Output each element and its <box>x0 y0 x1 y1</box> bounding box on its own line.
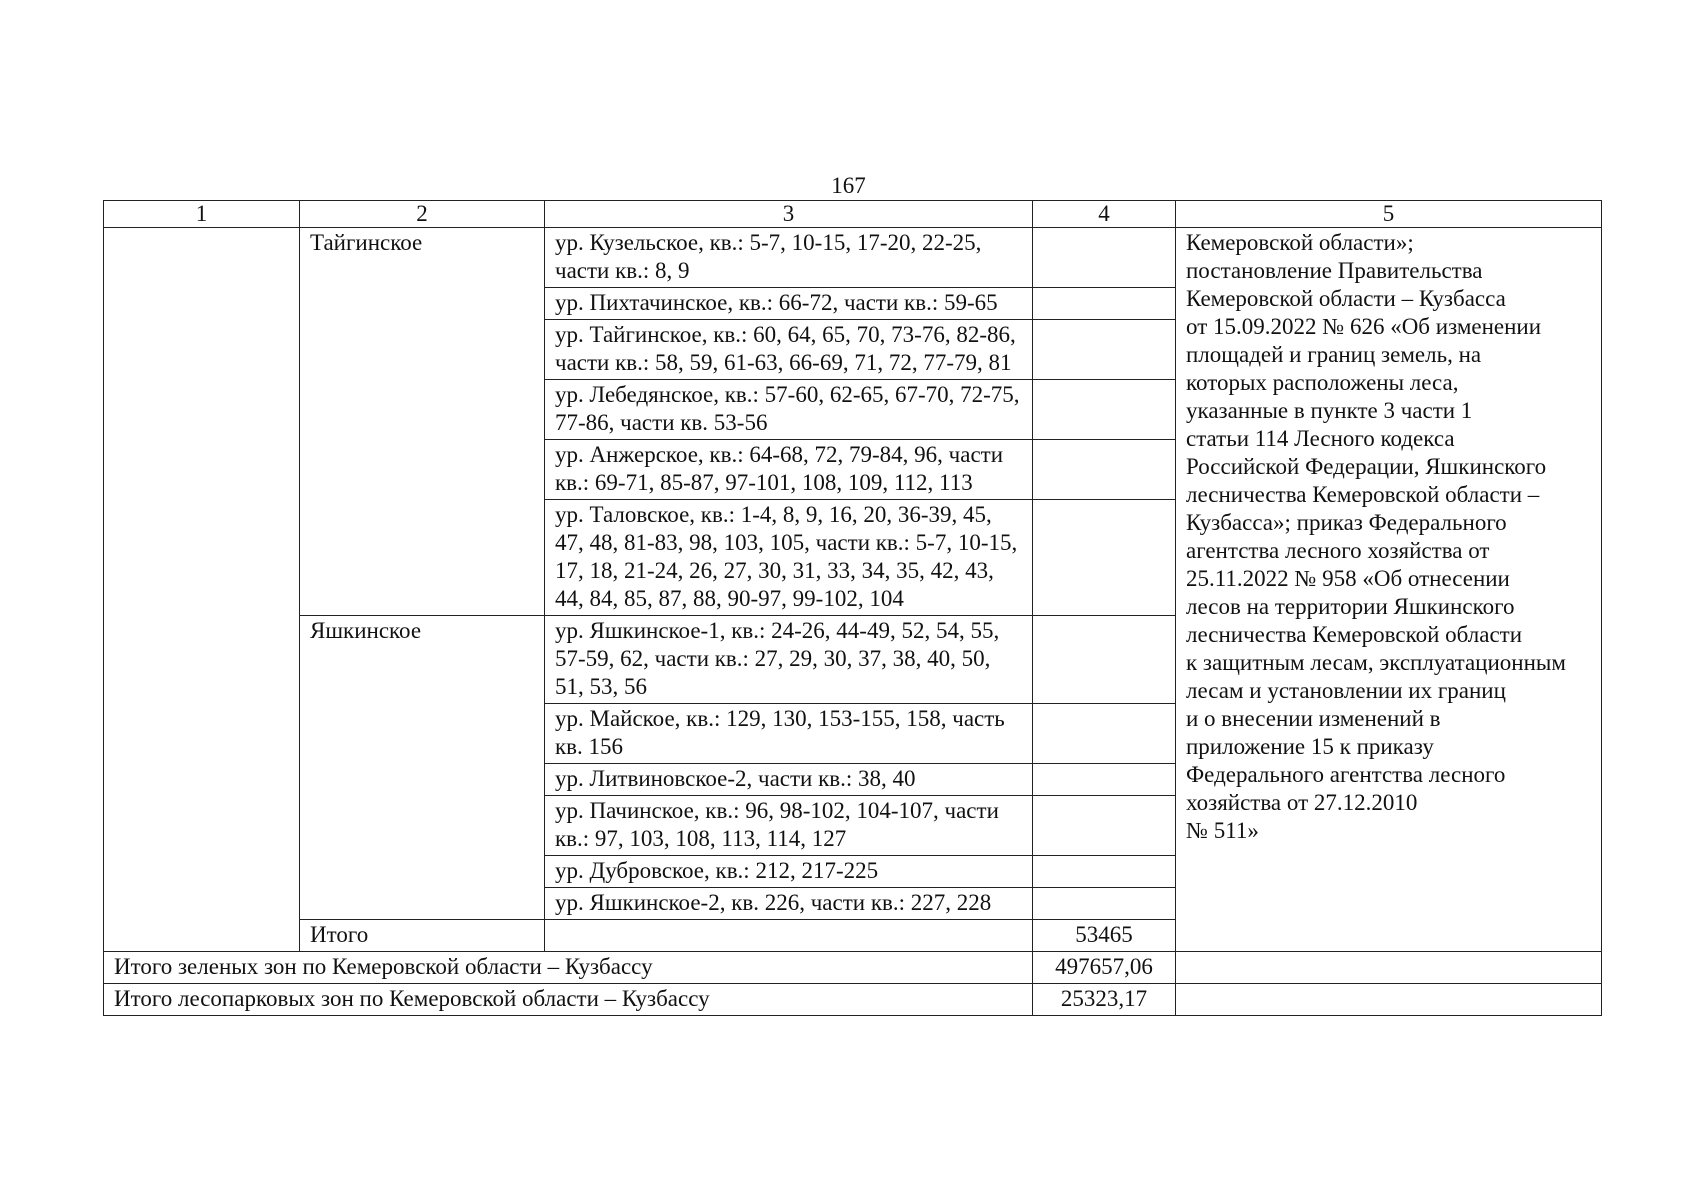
tract-description: ур. Пачинское, кв.: 96, 98-102, 104-107, части кв.: 97, 103, 108, 113, 114, 127 <box>545 796 1033 856</box>
area-cell <box>1033 228 1176 288</box>
column-number-4: 4 <box>1033 201 1176 228</box>
tract-description: ур. Пихтачинское, кв.: 66-72, части кв.: 59-65 <box>545 288 1033 320</box>
note-line: которых расположены леса, <box>1186 370 1459 395</box>
total-forest-park-zones-notes <box>1176 984 1602 1016</box>
itogo-value: 53465 <box>1033 920 1176 952</box>
note-line: хозяйства от 27.12.2010 <box>1186 790 1418 815</box>
total-green-zones-label: Итого зеленых зон по Кемеровской области – Кузбассу <box>104 952 1033 984</box>
total-forest-park-zones-row <box>104 984 1602 1016</box>
total-forest-park-zones-label: Итого лесопарковых зон по Кемеровской области – Кузбассу <box>104 984 1033 1016</box>
note-line: Кузбасса»; приказ Федерального <box>1186 510 1507 535</box>
note-line: площадей и границ земель, на <box>1186 342 1482 367</box>
note-line: постановление Правительства <box>1186 258 1483 283</box>
area-cell <box>1033 888 1176 920</box>
total-green-zones-notes <box>1176 952 1602 984</box>
tract-description: ур. Яшкинское-1, кв.: 24-26, 44-49, 52, 54, 55, 57-59, 62, части кв.: 27, 29, 30, 37, 38, 40, 50, 51, 53, 56 <box>545 616 1033 704</box>
tract-description: ур. Кузельское, кв.: 5-7, 10-15, 17-20, 22-25, части кв.: 8, 9 <box>545 228 1033 288</box>
note-line: статьи 114 Лесного кодекса <box>1186 426 1455 451</box>
column-number-1: 1 <box>104 201 300 228</box>
note-line: от 15.09.2022 № 626 «Об изменении <box>1186 314 1542 339</box>
tract-description: ур. Таловское, кв.: 1-4, 8, 9, 16, 20, 36-39, 45, 47, 48, 81-83, 98, 103, 105, части кв.: 5-7, 10-15, 17, 18, 21-24, 26, 27, 30, 31, 33, 34, 35, 42, 43, 44, 84, 85, 87, 88, 90-97, 99-102, 104 <box>545 500 1033 616</box>
legal-basis-notes <box>1176 228 1602 952</box>
area-cell <box>1033 320 1176 380</box>
tract-description: ур. Литвиновское-2, части кв.: 38, 40 <box>545 764 1033 796</box>
total-green-zones-value: 497657,06 <box>1033 952 1176 984</box>
itogo-empty-cell <box>545 920 1033 952</box>
note-line: 25.11.2022 № 958 «Об отнесении <box>1186 566 1510 591</box>
note-line: Кемеровской области – Кузбасса <box>1186 286 1506 311</box>
area-cell <box>1033 380 1176 440</box>
tract-description: ур. Анжерское, кв.: 64-68, 72, 79-84, 96, части кв.: 69-71, 85-87, 97-101, 108, 109, 112, 113 <box>545 440 1033 500</box>
total-green-zones-row <box>104 952 1602 984</box>
column-number-2: 2 <box>300 201 545 228</box>
note-line: № 511» <box>1186 818 1259 843</box>
itogo-label: Итого <box>300 920 545 952</box>
note-line: указанные в пункте 3 части 1 <box>1186 398 1473 423</box>
column-number-3: 3 <box>545 201 1033 228</box>
tract-description: ур. Лебедянское, кв.: 57-60, 62-65, 67-70, 72-75, 77-86, части кв. 53-56 <box>545 380 1033 440</box>
note-line: лесничества Кемеровской области – <box>1186 482 1540 507</box>
area-cell <box>1033 704 1176 764</box>
document-table <box>103 200 1602 1016</box>
note-line: Кемеровской области»; <box>1186 230 1414 255</box>
note-line: приложение 15 к приказу <box>1186 734 1434 759</box>
total-forest-park-zones-value: 25323,17 <box>1033 984 1176 1016</box>
note-line: Федерального агентства лесного <box>1186 762 1506 787</box>
column-number-5: 5 <box>1176 201 1602 228</box>
area-cell <box>1033 440 1176 500</box>
note-line: лесничества Кемеровской области <box>1186 622 1523 647</box>
table-row <box>104 228 1602 288</box>
note-line: агентства лесного хозяйства от <box>1186 538 1490 563</box>
tract-description: ур. Яшкинское-2, кв. 226, части кв.: 227, 228 <box>545 888 1033 920</box>
area-cell <box>1033 616 1176 704</box>
area-cell <box>1033 288 1176 320</box>
area-cell <box>1033 500 1176 616</box>
note-line: лесов на территории Яшкинского <box>1186 594 1515 619</box>
column-number-row <box>104 201 1602 228</box>
tract-description: ур. Дубровское, кв.: 212, 217-225 <box>545 856 1033 888</box>
note-line: и о внесении изменений в <box>1186 706 1441 731</box>
note-line: лесам и установлении их границ <box>1186 678 1506 703</box>
area-cell <box>1033 796 1176 856</box>
area-cell <box>1033 856 1176 888</box>
forestry-name: Тайгинское <box>300 228 545 616</box>
note-line: Российской Федерации, Яшкинского <box>1186 454 1547 479</box>
page-number: 167 <box>831 173 866 198</box>
note-line: к защитным лесам, эксплуатационным <box>1186 650 1566 675</box>
forestry-name: Яшкинское <box>300 616 545 920</box>
column-1-cell <box>104 228 300 952</box>
tract-description: ур. Тайгинское, кв.: 60, 64, 65, 70, 73-76, 82-86, части кв.: 58, 59, 61-63, 66-69, 71, 72, 77-79, 81 <box>545 320 1033 380</box>
area-cell <box>1033 764 1176 796</box>
tract-description: ур. Майское, кв.: 129, 130, 153-155, 158, часть кв. 156 <box>545 704 1033 764</box>
